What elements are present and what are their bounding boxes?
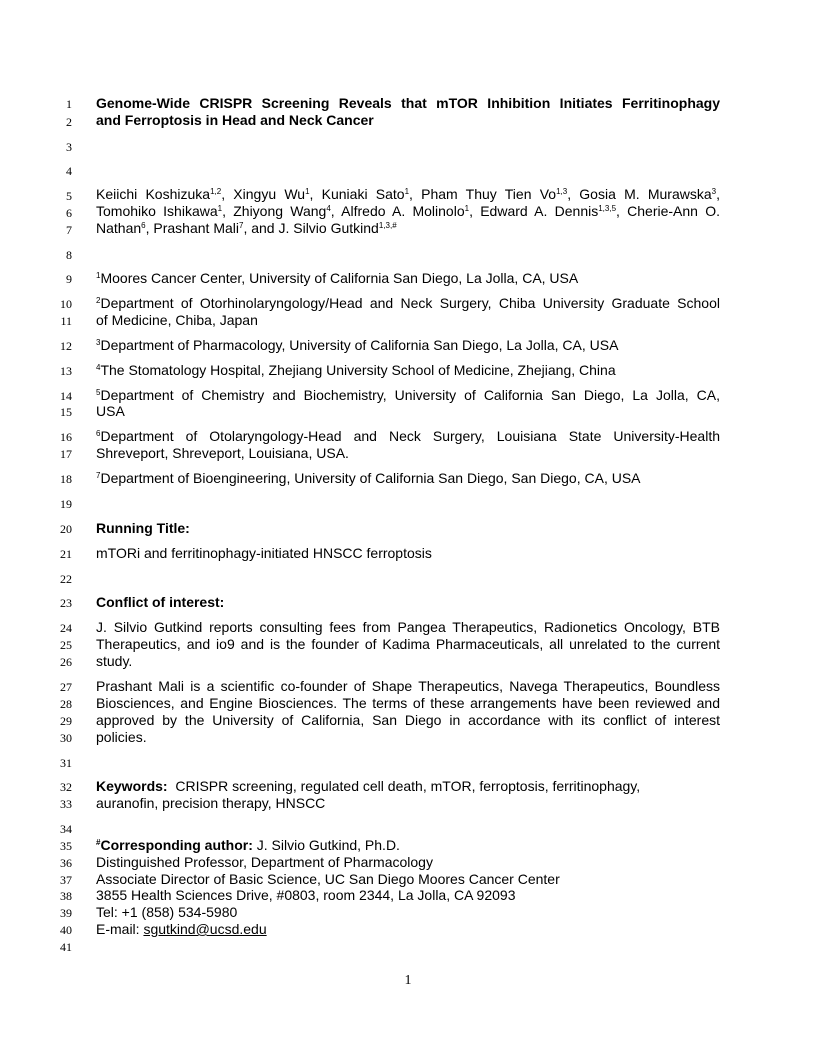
running-title: mTORi and ferritinophagy-initiated HNSCC ferroptosis [96,545,432,561]
authors-line-2: Tomohiko Ishikawa$^1$, Zhiyong Wang$^4$, Alfredo A. Molinolo$^1$, Edward A. Dennis$^{1,3,5}$, Cherie-Ann O. [96,203,720,219]
line-number: 22 [60,572,72,586]
line-number: 13 [60,364,72,378]
line-number: 38 [60,889,72,903]
paper-title-line-2: and Ferroptosis in Head and Neck Cancer [96,112,374,128]
affiliation-6: $^6$Department of Otolaryngology-Head and Neck Surgery, Louisiana State University-Health [96,428,720,444]
line-number: 41 [60,940,72,954]
line-number: 28 [60,697,72,711]
affiliation-1: $^1$Moores Cancer Center, University of California San Diego, La Jolla, CA, USA [96,270,579,286]
affiliation-2: $^2$Department of Otorhinolaryngology/Head and Neck Surgery, Chiba University Graduate School [96,295,720,311]
coi-paragraph-1-line-3: study. [96,653,133,669]
corresponding-address: 3855 Health Sciences Drive, #0803, room 2344, La Jolla, CA 92093 [96,887,516,903]
coi-paragraph-2-line-4: policies. [96,729,147,745]
line-number: 29 [60,714,72,728]
corresponding-title: Distinguished Professor, Department of Pharmacology [96,854,433,870]
line-number: 1 [66,97,72,111]
affiliation-3: $^3$Department of Pharmacology, University of California San Diego, La Jolla, CA, USA [96,337,619,353]
affiliation-7: $^7$Department of Bioengineering, University of California San Diego, San Diego, CA, USA [96,470,641,486]
email-link[interactable]: sgutkind@ucsd.edu [143,921,267,937]
keywords-heading: Keywords: [96,778,168,794]
coi-paragraph-2-line-2: Biosciences, and Engine Biosciences. The terms of these arrangements have been reviewed and [96,695,720,711]
coi-paragraph-1-line-2: Therapeutics, and io9 and is the founder of Kadima Pharmaceuticals, all unrelated to the current [96,636,720,652]
line-number: 31 [60,756,72,770]
line-number: 37 [60,873,72,887]
affiliation-4: $^4$The Stomatology Hospital, Zhejiang University School of Medicine, Zhejiang, China [96,362,616,378]
coi-heading: Conflict of interest: [96,594,225,610]
page-number: 1 [404,973,412,988]
running-title-heading: Running Title: [96,520,190,536]
corresponding-phone: Tel: +1 (858) 534-5980 [96,904,238,920]
line-number: 30 [60,731,72,745]
corresponding-position: Associate Director of Basic Science, UC San Diego Moores Cancer Center [96,871,560,887]
line-number: 27 [60,680,72,694]
line-number: 17 [60,447,72,461]
line-number: 9 [66,272,72,286]
authors-line-3: Nathan$^6$, Prashant Mali$^7$, and J. Silvio Gutkind$^{1,3,\#}$ [96,220,397,236]
affiliation-5-cont: USA [96,403,125,419]
line-number: 7 [66,223,72,237]
affiliation-6-cont: Shreveport, Shreveport, Louisiana, USA. [96,445,349,461]
line-number: 23 [60,596,72,610]
coi-paragraph-2-line-1: Prashant Mali is a scientific co-founder of Shape Therapeutics, Navega Therapeutics, Boundless [96,678,720,694]
line-number: 36 [60,856,72,870]
line-number: 5 [66,189,72,203]
line-number: 20 [60,522,72,536]
line-number: 26 [60,655,72,669]
line-number: 34 [60,822,72,836]
line-number: 8 [66,248,72,262]
line-number: 24 [60,621,72,635]
line-number: 10 [60,297,72,311]
line-number: 21 [60,547,72,561]
line-number: 6 [66,206,72,220]
line-number: 25 [60,638,72,652]
line-number: 15 [60,405,72,419]
line-number: 40 [60,923,72,937]
authors-line-1: Keiichi Koshizuka$^{1,2}$, Xingyu Wu$^1$, Kuniaki Sato$^1$, Pham Thuy Tien Vo$^{1,3}$, Gosia M. Murawska$^3$, [96,186,720,202]
line-number: 35 [60,839,72,853]
line-number: 39 [60,906,72,920]
paper-title-line-1: Genome-Wide CRISPR Screening Reveals that mTOR Inhibition Initiates Ferritinophagy [96,95,720,111]
line-number: 11 [60,314,72,328]
keywords-line-1: Keywords: CRISPR screening, regulated cell death, mTOR, ferroptosis, ferritinophagy, [96,778,641,794]
affiliation-2-cont: of Medicine, Chiba, Japan [96,312,258,328]
coi-paragraph-2-line-3: approved by the University of California, San Diego in accordance with its conflict of interest [96,712,720,728]
line-number: 33 [60,797,72,811]
affiliation-5: $^5$Department of Chemistry and Biochemistry, University of California San Diego, La Jolla, CA, [96,387,720,403]
corresponding-author: #Corresponding author: J. Silvio Gutkind, Ph.D. [96,837,400,853]
line-number: 12 [60,339,72,353]
line-number: 2 [66,115,72,129]
line-number: 4 [66,164,72,178]
line-number: 16 [60,430,72,444]
line-number: 18 [60,472,72,486]
coi-paragraph-1-line-1: J. Silvio Gutkind reports consulting fees from Pangea Therapeutics, Radionetics Oncology, BTB [96,619,720,635]
corresponding-email-line: E-mail: sgutkind@ucsd.edu [96,921,267,937]
line-number: 19 [60,497,72,511]
line-number: 14 [60,389,72,403]
line-number: 32 [60,780,72,794]
keywords-line-2: auranofin, precision therapy, HNSCC [96,795,326,811]
line-number: 3 [66,140,72,154]
